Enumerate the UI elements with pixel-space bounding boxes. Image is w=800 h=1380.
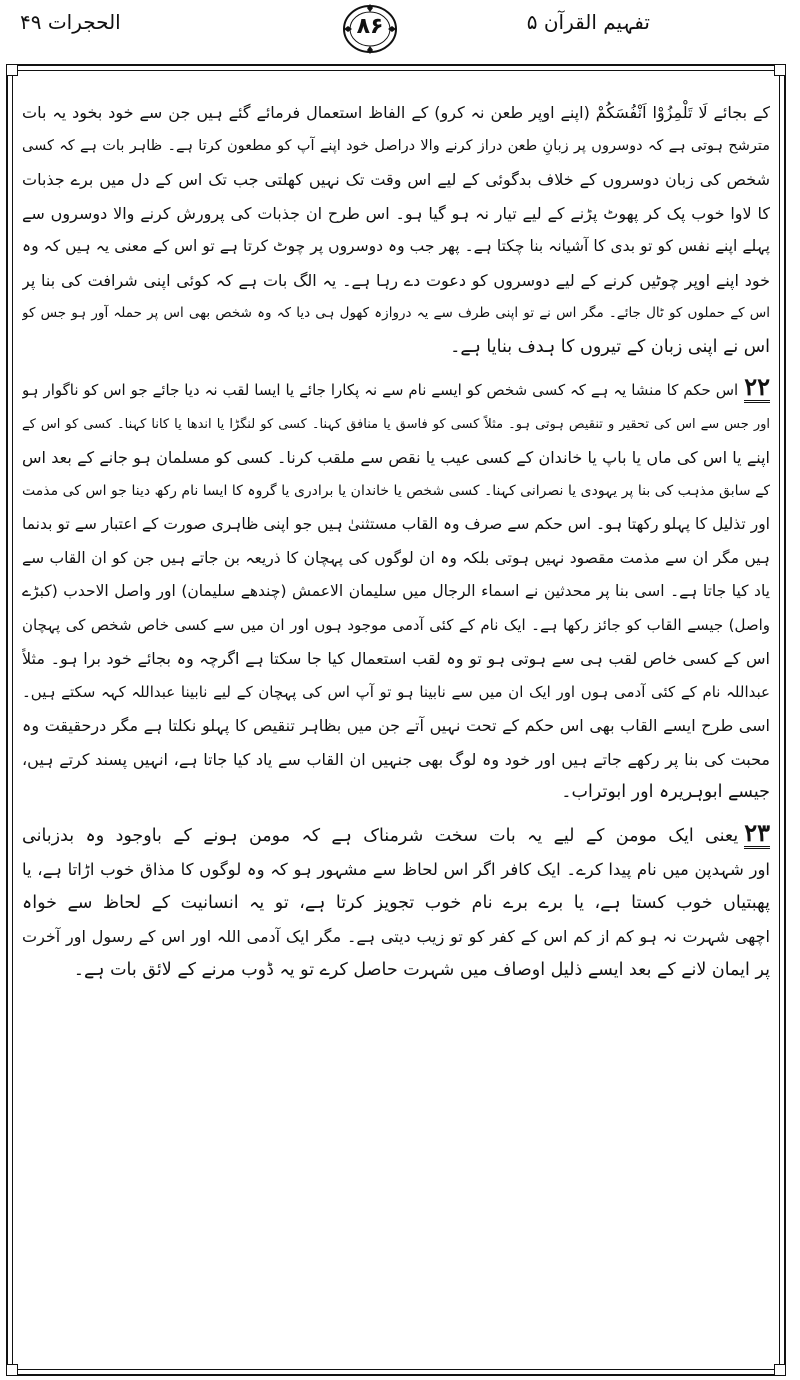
text-line: کے سابق مذہب کی بنا پر یہودی یا نصرانی کہنا۔ کسی شخص یا خاندان یا برادری یا گروہ کا ایسا نام رکھ دینا جو اس کی مذمت: [22, 482, 770, 499]
frame-corner: [6, 64, 18, 76]
text-line: ہیں مگر ان سے مذمت مقصود نہیں ہوتی بلکہ وہ ان لوگوں کی پہچان کا ذریعہ بن جاتے ہیں جن کو ان القاب سے: [22, 548, 770, 567]
paragraph-1: [22, 96, 770, 364]
book-title: تفہیم القرآن ۵: [526, 10, 650, 34]
text-line-content: اس حکم کا منشا یہ ہے کہ کسی شخص کو ایسے نام سے نہ پکارا جائے یا ایسا لقب نہ دیا جائے جو اس کو ناگوار ہو: [22, 381, 739, 399]
text-line-content: یعنی ایک مومن کے لیے یہ بات سخت شرمناک ہے کہ مومن ہونے کے باوجود وہ بدزبانی: [22, 825, 739, 846]
text-line: پھبتیاں خوب کستا ہے، یا برے برے نام خوب تجویز کرتا ہے، تو یہ انسانیت کے لحاظ سے خواہ: [22, 892, 770, 913]
text-line: اس نے اپنی زبان کے تیروں کا ہدف بنایا ہے۔: [450, 336, 770, 357]
text-line: پہلے اپنے نفس کو تو بدی کا آشیانہ بنا چکتا ہے۔ پھر جب وہ دوسروں پر چوٹ کرتا ہے تو اس کے معنی یہ ہیں کہ وہ: [22, 237, 770, 255]
text-line: عبداللہ نام کے کئی آدمی ہوں اور ایک ان میں سے نابینا ہو تو آپ اس کی پہچان کے لیے نابینا عبداللہ کہہ سکتے ہیں۔: [22, 682, 770, 701]
text-line: اور تذلیل کا پہلو رکھتا ہو۔ اس حکم سے صرف وہ القاب مستثنیٰ ہیں جو اپنی ظاہری صورت کے اعتبار سے تو بدنما: [22, 515, 770, 533]
text-line: شخص کی زبان دوسروں کے خلاف بدگوئی کے لیے اس وقت تک نہیں کھلتی جب تک اس کے دل میں برے جذبات: [22, 170, 770, 189]
text-line: یاد کیا جاتا ہے۔ اسی بنا پر محدثین نے اسماء الرجال میں سلیمان الاعمش (چندھے سلیمان) اور واصل الاحدب (کبڑے: [22, 582, 770, 600]
text-line: اور شہدپن میں نام پیدا کرے۔ ایک کافر اگر اس لحاظ سے مشہور ہو کہ وہ لوگوں کا مذاق خوب اڑاتا ہے، یا: [22, 860, 770, 879]
page-body: [22, 96, 770, 987]
text-line: پر ایمان لانے کے بعد ایسے ذلیل اوصاف میں شہرت حاصل کرے تو یہ ڈوب مرنے کے لائق بات ہے۔: [73, 959, 770, 980]
paragraph-note-22: [22, 374, 770, 810]
text-line: محبت کی بنا پر رکھے جاتے ہیں اور خود وہ لوگ بھی جنہیں ان القاب سے یاد کیا جاتا ہے، انہیں پسند کرتے ہیں،: [22, 749, 770, 769]
text-line: [22, 374, 770, 408]
frame-corner: [774, 64, 786, 76]
frame-corner: [774, 1364, 786, 1376]
page-header: [0, 0, 800, 66]
text-line: [22, 820, 770, 854]
surah-name: الحجرات ۴۹: [20, 10, 121, 34]
text-line: اچھی شہرت نہ ہو کم از کم اس کے کفر کو تو زیب دیتی ہے۔ مگر ایک آدمی اللہ اور اس کے رسول اور آخرت: [22, 927, 770, 946]
page-number: ۸۶: [356, 14, 384, 39]
text-line: اور جس سے اس کی تحقیر و تنقیص ہوتی ہو۔ مثلاً کسی کو فاسق یا منافق کہنا۔ کسی کو لنگڑا یا اندھا یا کانا کہنا۔ کسی کو اس کے: [22, 416, 770, 432]
text-line: خود اپنے اوپر چوٹیں کرنے کے لیے دوسروں کو دعوت دے رہا ہے۔ یہ الگ بات ہے کہ کوئی اپنی شرافت کی بنا پر: [22, 270, 770, 290]
text-line: کا لاوا خوب پک کر پھوٹ پڑنے کے لیے تیار نہ ہو گیا ہو۔ اس طرح ان جذبات کی پرورش کرنے والا دوسروں سے: [22, 203, 770, 223]
text-line: اپنے یا اس کی ماں یا باپ یا خاندان کے کسی عیب یا نقص سے ملقب کرنا۔ کسی کو مسلمان ہو جانے کے بعد اس: [22, 448, 770, 467]
note-number: ۲۳: [744, 819, 770, 847]
text-line: اسی طرح ایسے القاب بھی اس حکم کے تحت نہیں آتے جن میں بظاہر تنقیص کا پہلو نکلتا ہے مگر درحقیقت وہ: [22, 716, 770, 735]
text-line: جیسے ابوہریرہ اور ابوتراب۔: [561, 782, 770, 802]
paragraph-note-23: [22, 820, 770, 988]
text-line: مترشح ہوتی ہے کہ دوسروں پر زبانِ طعن دراز کرنے والا دراصل خود اپنے آپ کو مطعون کرتا ہے۔ ظاہر بات ہے کہ کسی: [22, 137, 770, 154]
note-number: ۲۲: [744, 374, 770, 401]
page-number-ornament: [340, 2, 400, 56]
text-line: اس کے کسی خاص لقب ہی سے ہوتی ہو تو وہ لقب استعمال کیا جا سکتا ہے اگرچہ وہ بجائے خود برا ہو۔ مثلاً: [22, 649, 770, 668]
text-line: واصل) جیسے القاب کو جائز رکھا ہے۔ ایک نام کے کئی آدمی موجود ہوں اور ان میں سے کسی خاص شخص کی پہچان: [22, 615, 770, 634]
frame-corner: [6, 1364, 18, 1376]
text-line: کے بجائے لَا تَلْمِزُوْا اَنْفُسَكُمْ (اپنے اوپر طعن نہ کرو) کے الفاظ استعمال فرمائے گئے ہیں جن سے خود بخود یہ بات: [22, 103, 770, 122]
text-line: اس کے حملوں کو ٹال جائے۔ مگر اس نے تو اپنی طرف سے یہ دروازہ کھول ہی دیا کہ وہ شخص بھی اس پر حملہ آور ہو جس کو: [22, 305, 770, 321]
